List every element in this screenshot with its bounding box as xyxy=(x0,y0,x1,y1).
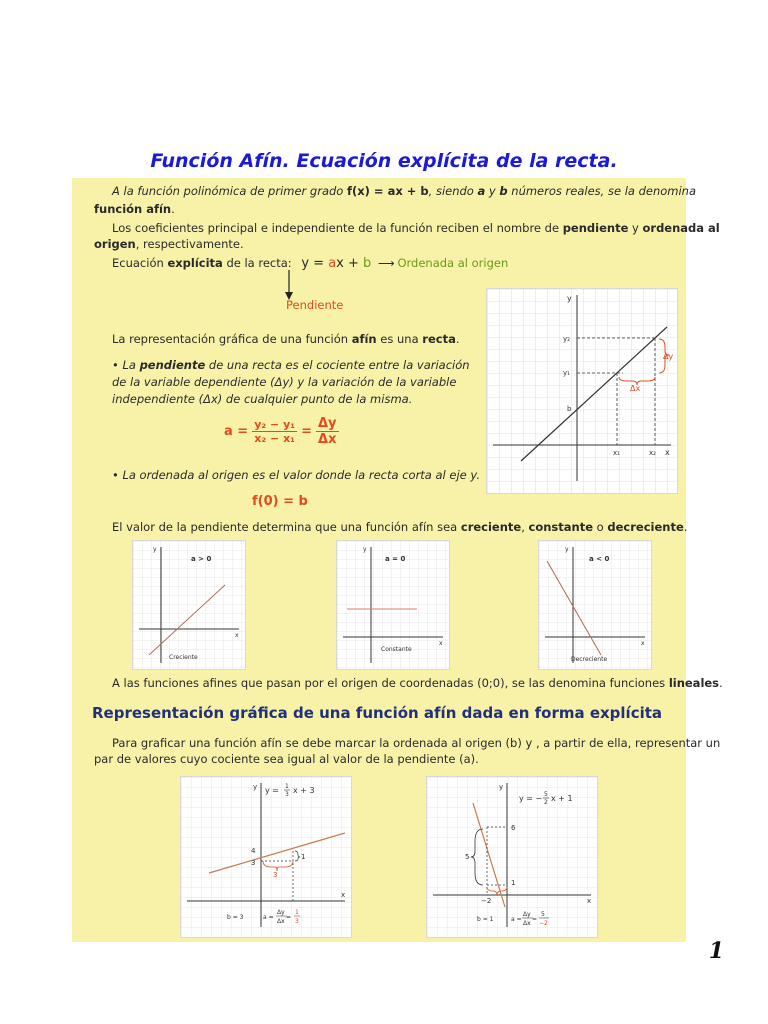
intro-line-4: origen, respectivamente. xyxy=(94,237,244,251)
svg-text:−2: −2 xyxy=(481,897,492,905)
svg-text:y: y xyxy=(153,546,157,553)
svg-text:4: 4 xyxy=(251,847,256,855)
svg-text:b = 3: b = 3 xyxy=(227,914,244,921)
svg-text:x: x xyxy=(665,448,670,457)
lineales-line: A las funciones afines que pasan por el origen de coordenadas (0;0), se las denomina funciones lineales. xyxy=(112,676,723,690)
intro-line-3: Los coeficientes principal e independiente de la función reciben el nombre de pendiente y ordenada al xyxy=(112,221,720,235)
svg-text:x: x xyxy=(439,640,443,647)
svg-text:Δy: Δy xyxy=(277,909,285,916)
intro-line-1: A la función polinómica de primer grado f(x) = ax + b, siendo a y b números reales, se la denomina xyxy=(112,184,697,198)
svg-text:x: x xyxy=(587,897,592,905)
svg-text:Constante: Constante xyxy=(381,646,412,653)
svg-text:x₂: x₂ xyxy=(649,449,656,457)
pendiente-arrow xyxy=(280,268,300,302)
section-heading: Representación gráfica de una función afín dada en forma explícita xyxy=(92,704,663,722)
svg-text:y: y xyxy=(567,294,572,303)
para-line-1: Para graficar una función afín se debe marcar la ordenada al origen (b) y , a partir de ella, representar un xyxy=(112,736,721,750)
svg-text:a =: a = xyxy=(511,916,522,923)
svg-text:Δx: Δx xyxy=(630,384,641,393)
svg-text:y =: y = xyxy=(265,786,279,795)
svg-text:5: 5 xyxy=(465,853,470,861)
svg-text:Δx: Δx xyxy=(523,920,531,927)
example-graph-2 xyxy=(426,776,598,938)
svg-text:y₂: y₂ xyxy=(563,335,570,343)
svg-text:x: x xyxy=(641,640,645,647)
svg-text:Δy: Δy xyxy=(663,352,674,361)
main-graph-svg xyxy=(487,289,677,493)
explicit-equation-line: Ecuación explícita de la recta: y = ax + b ⟶ Ordenada al origen xyxy=(112,256,509,271)
page-number: 1 xyxy=(708,938,724,964)
svg-text:b = 1: b = 1 xyxy=(477,916,494,923)
svg-text:a =: a = xyxy=(263,914,274,921)
svg-text:b: b xyxy=(567,405,572,413)
svg-text:x: x xyxy=(235,632,239,639)
f0-formula: f(0) = b xyxy=(252,494,308,509)
svg-text:x₁: x₁ xyxy=(613,449,620,457)
svg-text:Decreciente: Decreciente xyxy=(571,656,608,663)
slope-formula: a = $\frac{\text{y₂ − y₁}}{\text{x₂ − x₁}}$ = $\frac{\Delta y}{\Delta x}$ xyxy=(224,416,337,447)
svg-text:3: 3 xyxy=(251,859,256,867)
svg-text:Creciente: Creciente xyxy=(169,654,198,661)
svg-text:Δx: Δx xyxy=(277,918,285,925)
example-graph-1 xyxy=(180,776,352,938)
svg-text:a = 0: a = 0 xyxy=(385,555,406,563)
svg-text:2: 2 xyxy=(544,799,548,806)
intro-line-2: función afín. xyxy=(94,202,175,216)
svg-text:−2: −2 xyxy=(539,920,548,927)
svg-text:y: y xyxy=(565,546,569,553)
bullet-pendiente-line-3: independiente (Δx) de cualquier punto de la misma. xyxy=(112,392,413,406)
svg-text:1: 1 xyxy=(295,909,299,916)
svg-text:3: 3 xyxy=(273,871,278,879)
main-graph xyxy=(486,288,678,494)
svg-text:5: 5 xyxy=(544,791,548,798)
svg-text:=: = xyxy=(286,914,292,921)
svg-text:y: y xyxy=(253,783,258,791)
svg-text:=: = xyxy=(532,916,538,923)
svg-text:3: 3 xyxy=(295,918,299,925)
bullet-pendiente-line-1: • La pendiente de una recta es el cociente entre la variación xyxy=(112,358,470,372)
para-line-2: par de valores cuyo cociente sea igual al valor de la pendiente (a). xyxy=(94,752,479,766)
valor-pendiente-line: El valor de la pendiente determina que una función afín sea creciente, constante o decreciente. xyxy=(112,520,688,534)
svg-text:a < 0: a < 0 xyxy=(589,555,610,563)
svg-text:1: 1 xyxy=(285,783,289,790)
svg-text:x + 1: x + 1 xyxy=(551,794,573,803)
representacion-line: La representación gráfica de una función afín es una recta. xyxy=(112,332,460,346)
svg-text:y: y xyxy=(499,783,504,791)
svg-text:1: 1 xyxy=(511,879,516,887)
svg-text:x: x xyxy=(341,891,346,899)
svg-text:6: 6 xyxy=(511,824,516,832)
svg-text:y₁: y₁ xyxy=(563,369,570,377)
bullet-pendiente-line-2: de la variable dependiente (Δy) y la variación de la variable xyxy=(112,375,457,389)
svg-text:y = −: y = − xyxy=(519,794,543,803)
svg-text:x + 3: x + 3 xyxy=(293,786,315,795)
svg-text:Δy: Δy xyxy=(523,911,531,918)
svg-text:a > 0: a > 0 xyxy=(191,555,212,563)
page-title: Función Afín. Ecuación explícita de la recta. xyxy=(150,150,618,172)
graph-creciente xyxy=(132,540,246,670)
bullet-ordenada: • La ordenada al origen es el valor donde la recta corta al eje y. xyxy=(112,468,480,482)
svg-text:y: y xyxy=(363,546,367,553)
pendiente-label: Pendiente xyxy=(286,298,344,312)
graph-decreciente xyxy=(538,540,652,670)
graph-constante xyxy=(336,540,450,670)
svg-text:1: 1 xyxy=(301,853,306,861)
svg-text:5: 5 xyxy=(541,911,545,918)
svg-text:3: 3 xyxy=(285,791,289,798)
